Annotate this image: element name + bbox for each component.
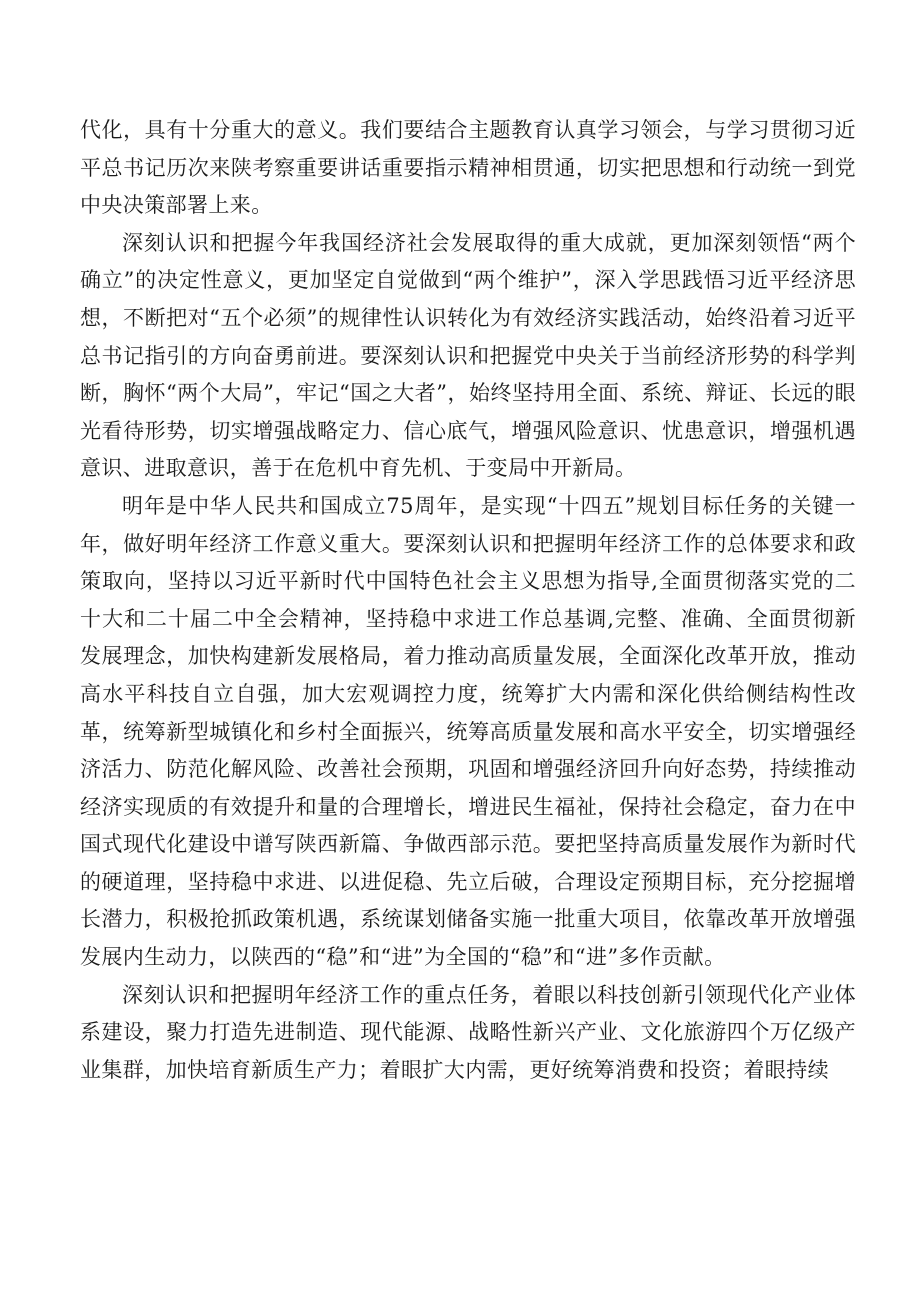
paragraph-achievements: 深刻认识和把握今年我国经济社会发展取得的重大成就，更加深刻领悟“两个确立”的决定性意义，更加坚定自觉做到“两个维护”，深入学思践悟习近平经济思想，不断把对“五个必须”的规律性认识转化为有效经济实践活动，始终沿着习近平总书记指引的方向奋勇前进。要深刻认识和把握党中央关于当前经济形势的科学判断，胸怀“两个大局”，牢记“国之大者”，始终坚持用全面、系统、辩证、长远的眼光看待形势，切实增强战略定力、信心底气，增强风险意识、忧患意识，增强机遇意识、进取意识，善于在危机中育先机、于变局中开新局。 <box>80 230 856 481</box>
paragraph-next-year: 明年是中华人民共和国成立75周年，是实现“十四五”规划目标任务的关键一年，做好明年经济工作意义重大。要深刻认识和把握明年经济工作的总体要求和政策取向，坚持以习近平新时代中国特色社会主义思想为指导,全面贯彻落实党的二十大和二十届二中全会精神，坚持稳中求进工作总基调,完整、准确、全面贯彻新发展理念，加快构建新发展格局，着力推动高质量发展，全面深化改革开放，推动高水平科技自立自强，加大宏观调控力度，统筹扩大内需和深化供给侧结构性改革，统筹新型城镇化和乡村全面振兴，统筹高质量发展和高水平安全，切实增强经济活力、防范化解风险、改善社会预期，巩固和增强经济回升向好态势，持续推动经济实现质的有效提升和量的合理增长，增进民生福祉，保持社会稳定，奋力在中国式现代化建设中谱写陕西新篇、争做西部示范。要把坚持高质量发展作为新时代的硬道理，坚持稳中求进、以进促稳、先立后破，合理设定预期目标，充分挖掘增长潜力，积极抢抓政策机遇，系统谋划储备实施一批重大项目，依靠改革开放增强发展内生动力，以陕西的“稳”和“进”为全国的“稳”和“进”多作贡献。 <box>80 493 856 970</box>
paragraph-continuation: 代化，具有十分重大的意义。我们要结合主题教育认真学习领会，与学习贯彻习近平总书记历次来陕考察重要讲话重要指示精神相贯通，切实把思想和行动统一到党中央决策部署上来。 <box>80 118 856 218</box>
paragraph-key-tasks: 深刻认识和把握明年经济工作的重点任务，着眼以科技创新引领现代化产业体系建设，聚力打造先进制造、现代能源、战略性新兴产业、文化旅游四个万亿级产业集群，加快培育新质生产力；着眼扩大内需，更好统筹消费和投资；着眼持续 <box>80 982 856 1082</box>
